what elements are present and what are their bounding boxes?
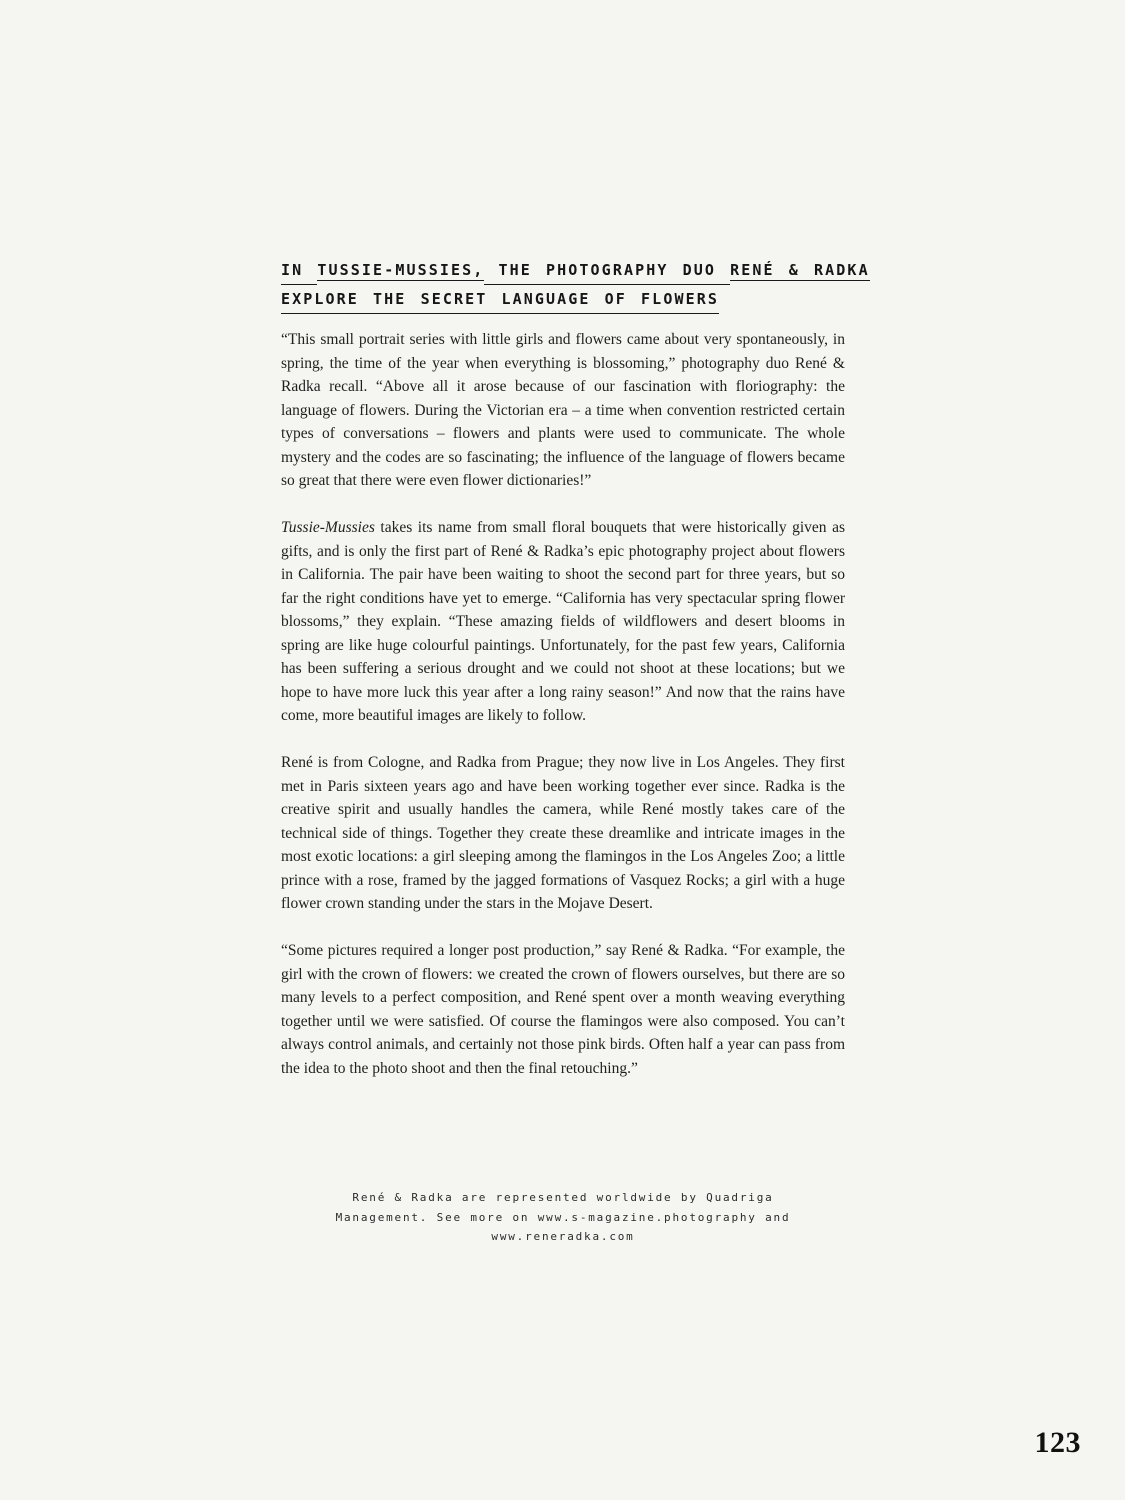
work-title: Tussie-Mussies	[281, 519, 375, 536]
paragraph	[281, 939, 845, 1080]
headline-line2	[281, 292, 845, 307]
headline-emphasis: RENÉ & RADKA	[730, 261, 870, 279]
headline-line2-text: EXPLORE THE SECRET LANGUAGE OF FLOWERS	[281, 290, 719, 314]
article-body	[281, 328, 845, 1080]
article-column	[281, 261, 870, 1080]
paragraph	[281, 516, 845, 728]
paragraph	[281, 751, 845, 916]
credit-line: René & Radka are represented worldwide by Quadriga	[352, 1191, 774, 1204]
headline	[281, 261, 870, 308]
headline-line1	[281, 261, 870, 279]
text-segment: takes its name from small floral bouquets that were historically given as gifts, and is only the first part of René & Radka’s epic photography project about flowers in California. The pair have been waiting to shoot the second part for three years, but so far the right conditions have yet to emerge. “California has very spectacular spring flower blossoms,” they explain. “These amazing fields of wildflowers and desert blooms in spring are like huge colourful paintings. Unfortunately, for the past few years, California has been suffering a serious drought and we could not shoot at these locations; but we hope to have more luck this year after a long rainy season!” And now that the rains have come, more beautiful images are likely to follow.	[281, 519, 845, 724]
headline-emphasis: TUSSIE-MUSSIES,	[317, 261, 485, 279]
headline-text: THE PHOTOGRAPHY DUO	[484, 261, 730, 285]
credit	[281, 1188, 845, 1247]
credit-line: Management. See more on www.s-magazine.photography and	[335, 1210, 791, 1224]
paragraph	[281, 328, 845, 493]
credit-line: www.reneradka.com	[491, 1230, 635, 1243]
text-segment: René is from Cologne, and Radka from Prague; they now live in Los Angeles. They first met in Paris sixteen years ago and have been working together ever since. Radka is the creative spirit and usually handles the camera, while René mostly takes care of the technical side of things. Together they create these dreamlike and intricate images in the most exotic locations: a girl sleeping among the flamingos in the Los Angeles Zoo; a little prince with a rose, framed by the jagged formations of Vasquez Rocks; a girl with a huge flower crown standing under the stars in the Mojave Desert.	[281, 754, 845, 912]
text-segment: “This small portrait series with little girls and flowers came about very spontaneously, in spring, the time of the year when everything is blossoming,” photography duo René & Radka recall. “Above all it arose because of our fascination with floriography: the language of flowers. During the Victorian era – a time when convention restricted certain types of conversations – flowers and plants were used to communicate. The whole mystery and the codes are so fascinating; the influence of the language of flowers became so great that there were even flower dictionaries!”	[281, 331, 845, 489]
text-segment: “Some pictures required a longer post production,” say René & Radka. “For example, the girl with the crown of flowers: we created the crown of flowers ourselves, but there are so many levels to a perfect composition, and René spent over a month weaving everything together until we were satisfied. Of course the flamingos were also composed. You can’t always control animals, and certainly not those pink birds. Often half a year can pass from the idea to the photo shoot and then the final retouching.”	[281, 942, 845, 1077]
page-number: 123	[1034, 1426, 1081, 1459]
headline-text: IN	[281, 261, 317, 285]
